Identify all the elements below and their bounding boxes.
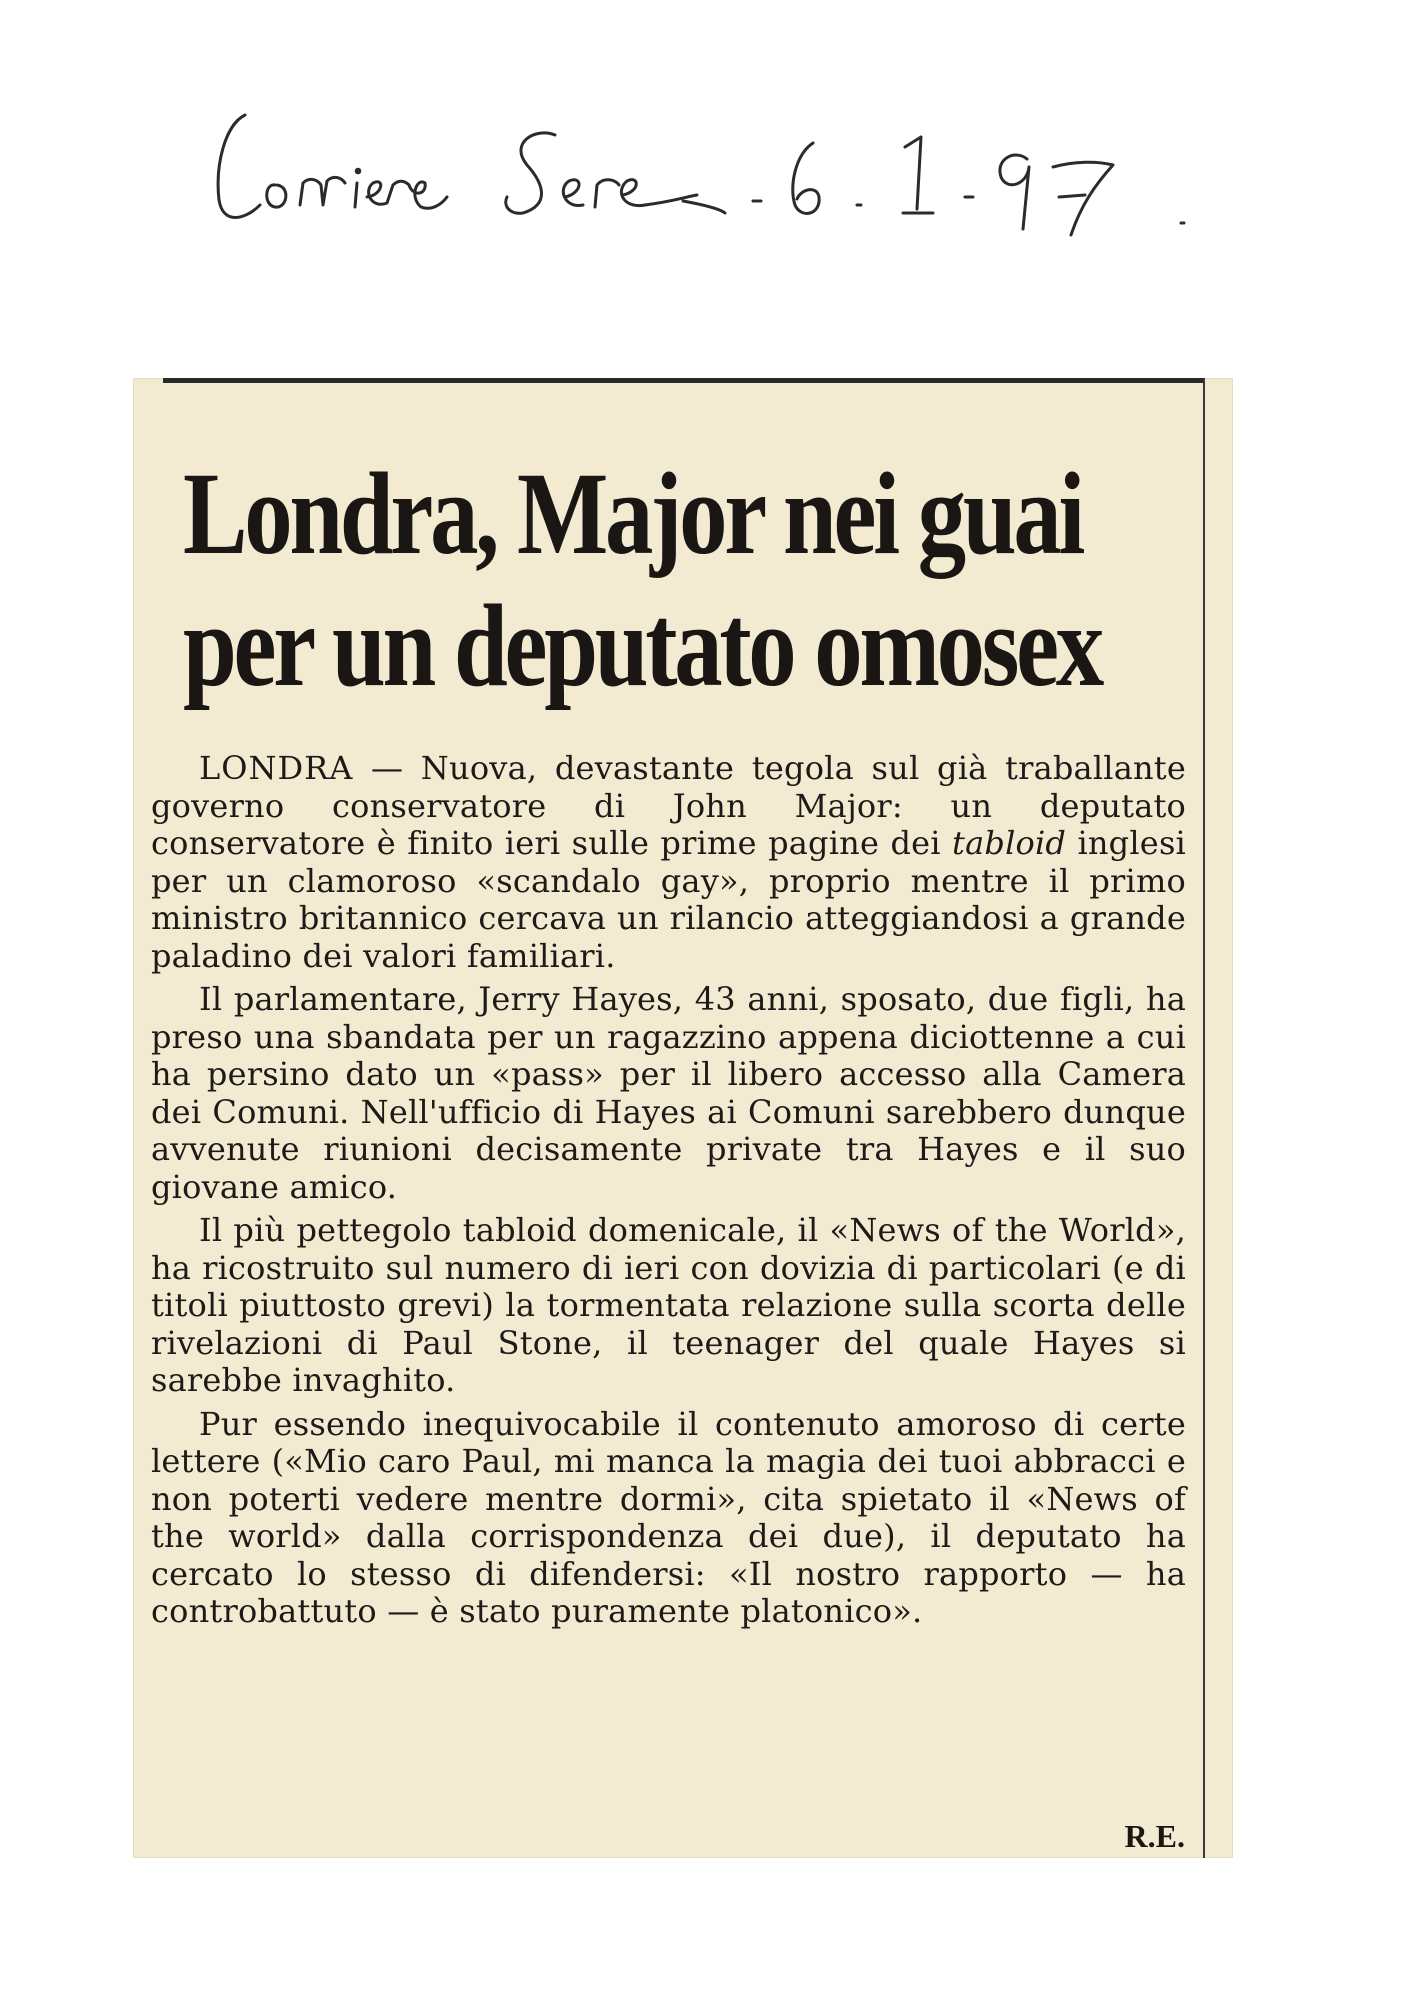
top-rule	[163, 378, 1203, 383]
headline	[183, 448, 1101, 712]
newspaper-clipping	[133, 378, 1233, 1858]
headline-line-2: per un deputato omosex	[183, 580, 1101, 711]
paragraph-4: Pur essendo inequivocabile il contenuto amoroso di certe lettere («Mio caro Paul, mi manca la magia dei tuoi abbracci e non poterti vedere mentre dormi», cita spietato il «News of the world» dalla corrispondenza dei due), il deputato ha cercato lo stesso di difendersi: «Il nostro rapporto — ha controbattuto — è stato puramente platonico».	[151, 1404, 1186, 1630]
paragraph-1	[151, 750, 1186, 975]
author-signature: R.E.	[1124, 1818, 1185, 1854]
handwritten-note	[205, 105, 1325, 255]
headline-line-1: Londra, Major nei guai	[183, 448, 1083, 579]
dateline: LONDRA	[199, 749, 354, 787]
paragraph-1-text: — Nuova, devastante tegola sul già traballante governo conservatore di John Major: un deputato conservatore è finito ieri sulle prime pagine dei	[151, 749, 1186, 862]
paragraph-3: Il più pettegolo tabloid domenicale, il «News of the World», ha ricostruito sul numero di ieri con dovizia di particolari (e di titoli piuttosto grevi) la tormentata relazione sulla scorta delle rivelazioni di Paul Stone, il teenager del quale Hayes si sarebbe invaghito.	[151, 1211, 1186, 1399]
paragraph-2: Il parlamentare, Jerry Hayes, 43 anni, sposato, due figli, ha preso una sbandata per un ragazzino appena diciottenne a cui ha persino dato un «pass» per il libero accesso alla Camera dei Comuni. Nell'ufficio di Hayes ai Comuni sarebbero dunque avvenute riunioni decisamente private tra Hayes e il suo giovane amico.	[151, 980, 1186, 1206]
article-body	[151, 750, 1186, 1637]
paragraph-1-italic: tabloid	[952, 824, 1067, 862]
handwritten-note-drawing	[205, 105, 1325, 255]
paragraph-1-end: inglesi per un clamoroso «scandalo gay», proprio mentre il primo ministro britannico cercava un rilancio atteggiandosi a grande paladino dei valori familiari.	[151, 824, 1186, 975]
right-rule	[1203, 378, 1205, 1858]
